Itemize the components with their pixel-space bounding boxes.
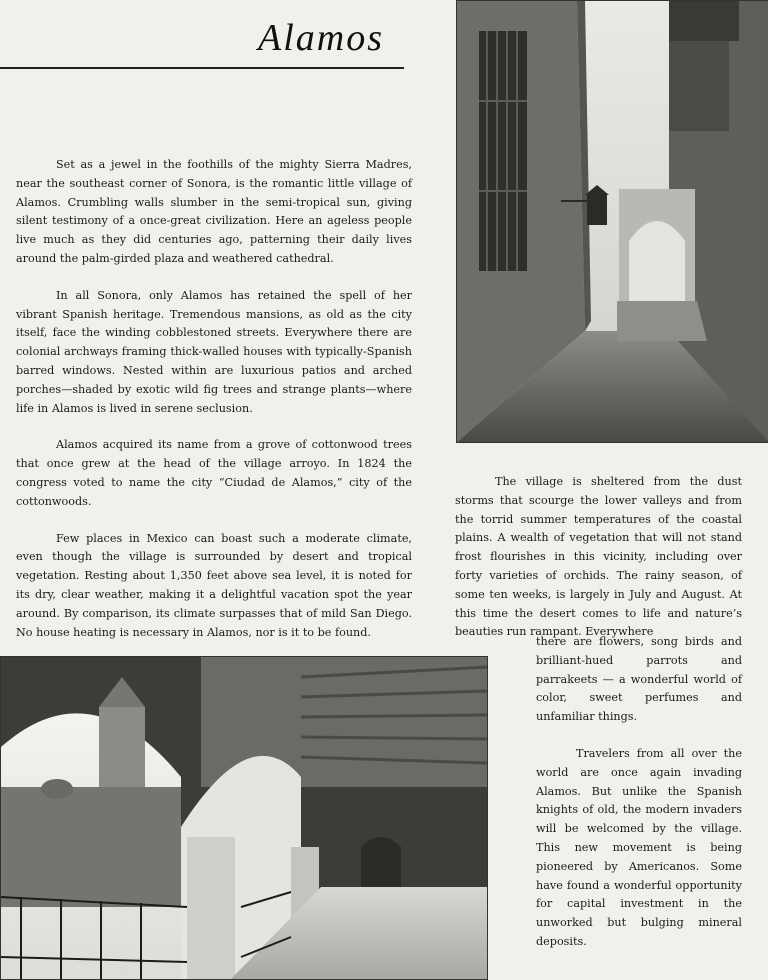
left-text-column: [16, 156, 412, 660]
paragraph-travelers: Travelers from all over the world are once again invading Alamos. But unlike the Spanish knights of old, the modern invaders will be welcomed by the village. This new movement is being pioneered by Americanos. Some have found a wonderful opportunity for capital investment in the unworked but bulging mineral deposits.: [536, 746, 742, 948]
title-rule: [0, 67, 404, 69]
paragraph-heritage: In all Sonora, only Alamos has retained the spell of her vibrant Spanish heritage. Tremendous mansions, as old as the city itself, face the winding cobblestoned streets. Everywhere there are colonial archways framing thick-walled houses with typically-Spanish barred windows. Nested within are luxurious patios and arched porches—shaded by exotic wild fig trees and strange plants—where life in Alamos is lived in serene seclusion.: [16, 288, 412, 415]
page-title: Alamos: [258, 17, 384, 59]
paragraph-climate: Few places in Mexico can boast such a moderate climate, even though the village is surrounded by desert and tropical vegetation. Resting about 1,350 feet above sea level, it is noted for its dry, clear weather, making it a delightful vacation spot the year around. By comparison, its climate surpasses that of mild San Diego. No house heating is necessary in Alamos, nor is it to be found.: [16, 531, 412, 639]
cobblestone-street-photo: [456, 0, 768, 443]
paragraph-intro: Set as a jewel in the foothills of the mighty Sierra Madres, near the southeast corner of Sonora, is the romantic little village of Alamos. Crumbling walls slumber in the semi-tropical sun, giving silent testimony of a once-great civilization. Here an ageless people live much as they did centuries ago, patterning their daily lives around the palm-girded plaza and weathered cathedral.: [16, 158, 412, 265]
right-narrow-column: [536, 633, 742, 970]
paragraph-flowers: there are flowers, song birds and brilliant-hued parrots and parrakeets — a wonderful world of color, sweet perfumes and unfamiliar things.: [536, 635, 742, 724]
arched-arcade-photo: [0, 656, 488, 980]
paragraph-name-origin: Alamos acquired its name from a grove of cottonwood trees that once grew at the head of the village arroyo. In 1824 the congress voted to name the city “Ciudad de Alamos,” city of the cottonwoods.: [16, 438, 412, 508]
paragraph-shelter: The village is sheltered from the dust storms that scourge the lower valleys and from the torrid summer temperatures of the coastal plains. A wealth of vegetation that will not stand frost flourishes in this vicinity, including over forty varieties of orchids. The rainy season, of some ten weeks, is largely in July and August. At this time the desert comes to life and nature’s beauties run rampant. Everywhere: [455, 475, 742, 639]
